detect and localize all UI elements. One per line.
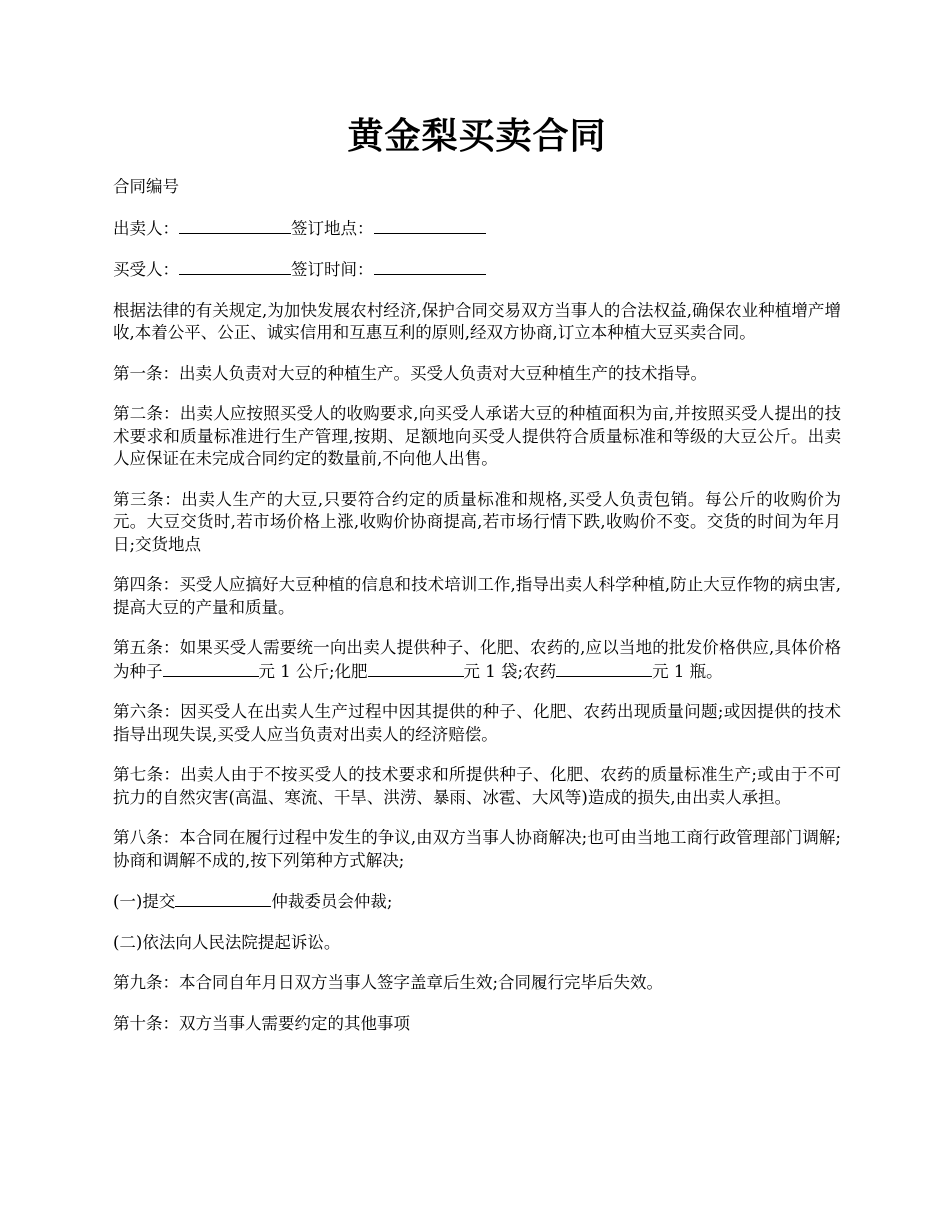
article-1: 第一条：出卖人负责对大豆的种植生产。买受人负责对大豆种植生产的技术指导。 xyxy=(113,363,707,383)
sign-time-label: 签订时间： xyxy=(291,260,374,279)
seller-blank xyxy=(179,217,291,234)
seller-label: 出卖人： xyxy=(113,218,179,238)
dispute-option-1 xyxy=(113,890,841,914)
contract-number-line: 合同编号 xyxy=(113,177,179,196)
arbitration-blank xyxy=(175,890,271,907)
seller-line xyxy=(113,217,841,241)
article-8: 第八条：本合同在履行过程中发生的争议,由双方当事人协商解决;也可由当地工商行政管理部门调解;协商和调解不成的,按下列第种方式解决; xyxy=(113,828,841,870)
document-title: 黄金梨买卖合同 xyxy=(347,115,607,157)
preamble: 根据法律的有关规定,为加快发展农村经济,保护合同交易双方当事人的合法权益,确保农业种植增产增收,本着公平、公正、诚实信用和互惠互利的原则,经双方协商,订立本种植大豆买卖合同。 xyxy=(113,300,841,342)
article-5-fertilizer-unit: 元 1 袋;农药 xyxy=(463,661,557,681)
buyer-blank xyxy=(179,258,291,275)
buyer-line xyxy=(113,258,841,282)
article-2: 第二条：出卖人应按照买受人的收购要求,向买受人承诺大豆的种植面积为亩,并按照买受人提出的技术要求和质量标准进行生产管理,按期、足额地向买受人提供符合质量标准和等级的大豆公斤。出卖人应保证在未完成合同约定的数量前,不向他人出售。 xyxy=(113,404,841,468)
article-6: 第六条：因买受人在出卖人生产过程中因其提供的种子、化肥、农药出现质量问题;或因提供的技术指导出现失误,买受人应当负责对出卖人的经济赔偿。 xyxy=(113,702,841,744)
sign-place-blank xyxy=(374,217,486,234)
article-4: 第四条：买受人应搞好大豆种植的信息和技术培训工作,指导出卖人科学种植,防止大豆作物的病虫害,提高大豆的产量和质量。 xyxy=(113,575,841,617)
option-1-prefix: (一)提交 xyxy=(113,892,176,911)
pesticide-price-blank xyxy=(556,660,652,677)
article-5-pesticide-unit: 元 1 瓶。 xyxy=(652,661,723,681)
fertilizer-price-blank xyxy=(368,660,464,677)
article-5-text: 第五条：如果买受人需要统一向出卖人提供种子、化肥、农药的,应以当地的批发价格供应,具体价格为种子 xyxy=(113,638,841,681)
article-3: 第三条：出卖人生产的大豆,只要符合约定的质量标准和规格,买受人负责包销。每公斤的收购价为元。大豆交货时,若市场价格上涨,收购价协商提高,若市场行情下跌,收购价不变。交货的时间为年月日;交货地点 xyxy=(113,489,841,554)
dispute-option-2: (二)依法向人民法院提起诉讼。 xyxy=(113,932,341,952)
article-9: 第九条：本合同自年月日双方当事人签字盖章后生效;合同履行完毕后失效。 xyxy=(113,973,664,992)
sign-place-label: 签订地点： xyxy=(291,218,374,238)
seed-price-blank xyxy=(163,660,259,677)
option-1-suffix: 仲裁委员会仲裁; xyxy=(271,892,393,911)
article-5 xyxy=(113,637,841,683)
article-5-seed-unit: 元 1 公斤;化肥 xyxy=(258,661,368,681)
buyer-label: 买受人： xyxy=(113,260,179,279)
sign-time-blank xyxy=(374,258,486,275)
article-7: 第七条：出卖人由于不按买受人的技术要求和所提供种子、化肥、农药的质量标准生产;或由于不可抗力的自然灾害(高温、寒流、干旱、洪涝、暴雨、冰雹、大风等)造成的损失,由出卖人承担。 xyxy=(113,765,841,807)
contract-page xyxy=(113,108,841,1053)
article-10: 第十条：双方当事人需要约定的其他事项 xyxy=(113,1013,410,1033)
